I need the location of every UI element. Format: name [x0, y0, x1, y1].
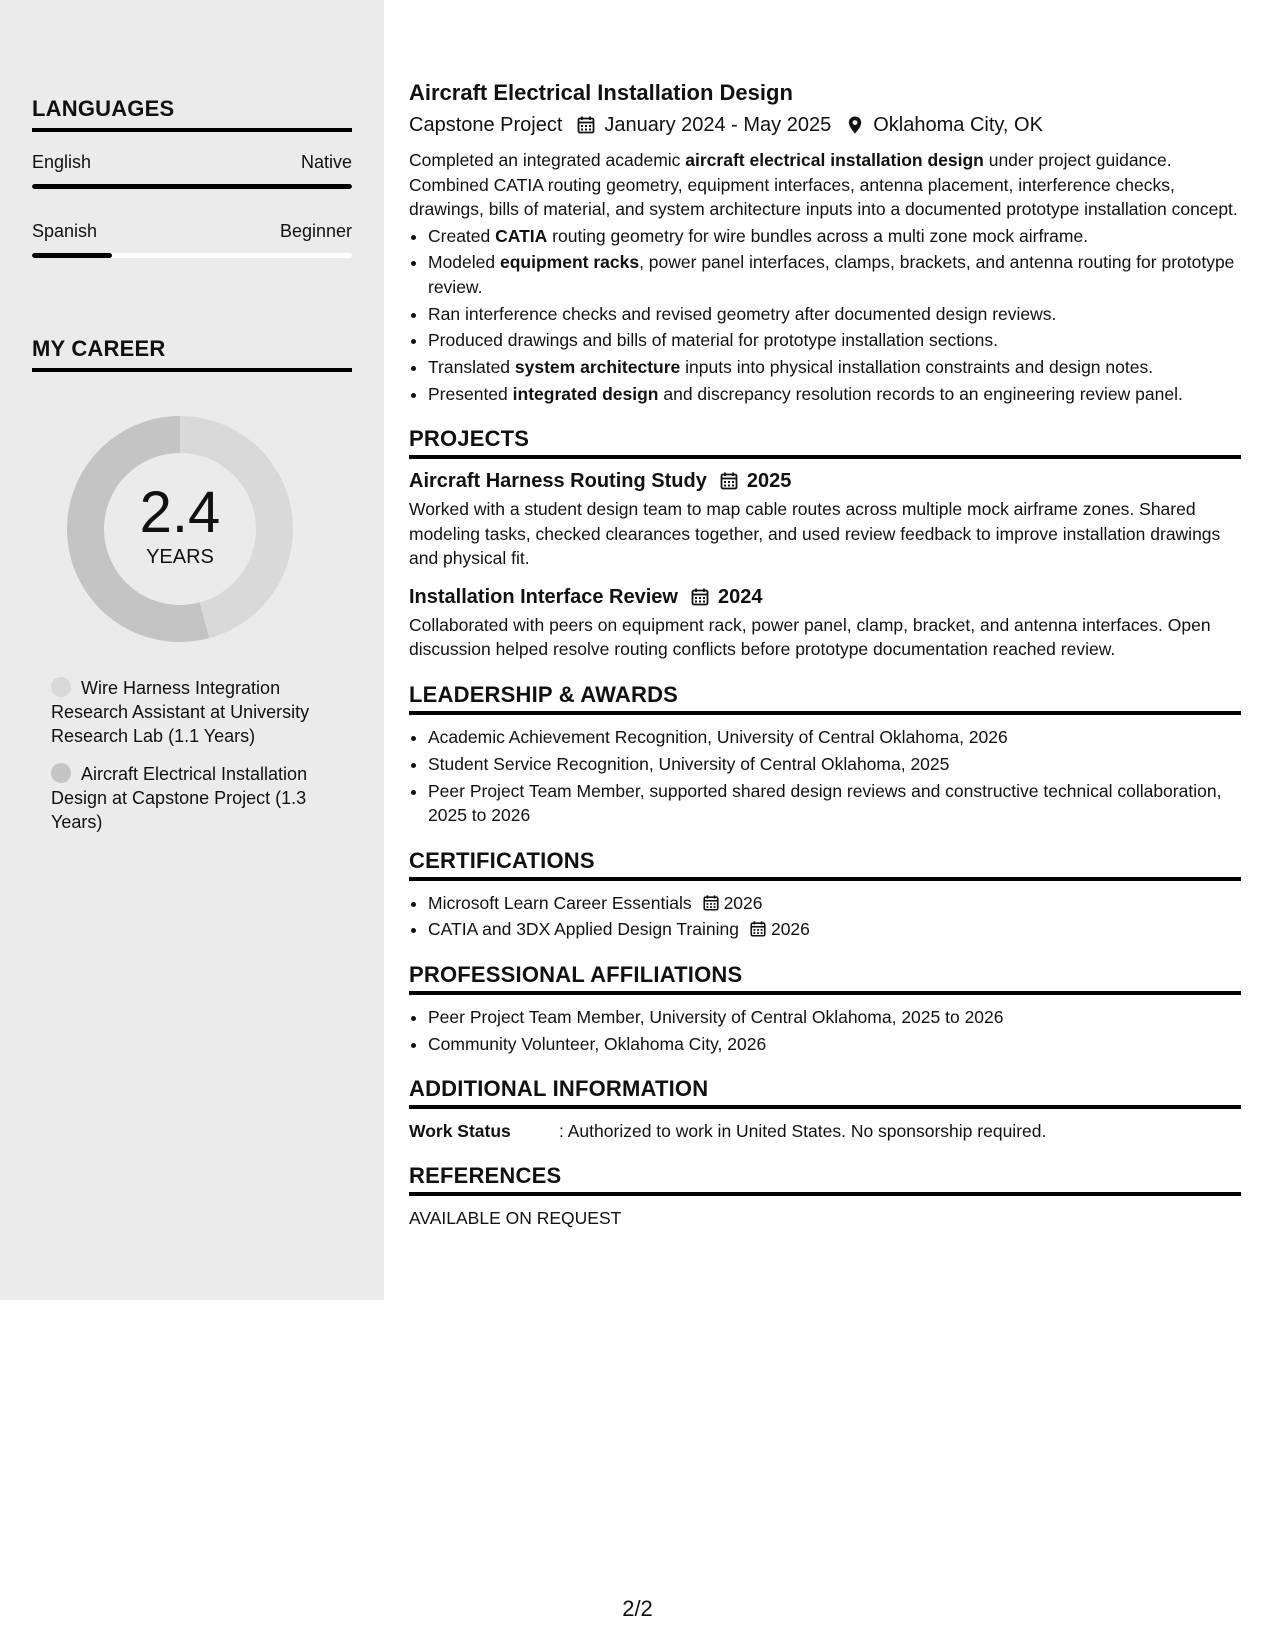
- additional-info-heading: ADDITIONAL INFORMATION: [409, 1076, 1241, 1109]
- bullet-text: and discrepancy resolution records to an engineering review panel.: [658, 383, 1183, 404]
- project-description: Worked with a student design team to map cable routes across multiple mock airframe zones. Shared modeling tasks, checked clearances together, and used review feedback to improve installation drawings and physical fit.: [409, 499, 1221, 569]
- bullet-bold: system architecture: [514, 357, 681, 378]
- job-bullet: [428, 302, 1241, 327]
- certification-name: Microsoft Learn Career Essentials: [428, 892, 692, 913]
- job-bullet: [428, 224, 1241, 249]
- project-description: Collaborated with peers on equipment rack, power panel, clamp, bracket, and antenna interfaces. Open discussion helped resolve routing conflicts before prototype documentation reached review.: [409, 614, 1211, 660]
- career-legend-item: [51, 676, 341, 748]
- certification-item: [428, 891, 1241, 916]
- references-heading: REFERENCES: [409, 1163, 1241, 1196]
- language-row-spanish: [32, 221, 352, 242]
- job-bullet: [428, 328, 1241, 353]
- career-donut-chart: [67, 416, 293, 642]
- job-location: Oklahoma City, OK: [873, 114, 1043, 136]
- job-bullets: [409, 224, 1241, 407]
- project-title-row: [409, 583, 1241, 611]
- project-year: 2025: [746, 470, 792, 493]
- career-total-value: 2.4: [139, 479, 221, 545]
- location-pin-icon: [845, 115, 865, 135]
- sidebar: [0, 0, 384, 1300]
- affiliations-heading: PROFESSIONAL AFFILIATIONS: [409, 962, 1241, 995]
- bullet-text: Translated: [428, 357, 515, 378]
- language-name: Spanish: [32, 221, 98, 241]
- project-title-row: [409, 467, 1241, 495]
- career-heading: MY CAREER: [32, 336, 352, 372]
- job-bullet: [428, 382, 1241, 407]
- languages-heading: LANGUAGES: [32, 96, 352, 132]
- bullet-bold: CATIA: [495, 225, 548, 246]
- language-name: English: [32, 152, 92, 172]
- bullet-text: , power panel interfaces, clamps, brackets, and antenna routing for prototype review.: [428, 252, 1235, 297]
- affiliation-item: • Community Volunteer, Oklahoma City, 2026: [428, 1032, 1241, 1057]
- main-content: [409, 78, 1241, 1229]
- legend-dot-icon: [51, 763, 71, 783]
- calendar-icon: [690, 587, 710, 607]
- bullet-text: Created: [428, 225, 496, 246]
- summary-text: Completed an integrated academic: [409, 150, 686, 170]
- affiliations-list: [409, 1005, 1241, 1056]
- job-bullet: [428, 250, 1241, 299]
- project-title: Aircraft Harness Routing Study: [409, 470, 707, 493]
- job-bullet: [428, 355, 1241, 380]
- language-level: Native: [300, 152, 352, 172]
- bullet-text: Presented: [428, 383, 513, 404]
- affiliation-item: • Peer Project Team Member, University of Central Oklahoma, 2025 to 2026: [428, 1005, 1241, 1030]
- job-summary: [409, 148, 1241, 222]
- language-row-english: [32, 152, 352, 173]
- bullet-text: Ran interference checks and revised geometry after documented design reviews.: [428, 303, 1057, 324]
- leadership-heading: LEADERSHIP & AWARDS: [409, 682, 1241, 715]
- career-donut-center: [67, 416, 293, 642]
- calendar-icon: [702, 894, 720, 912]
- work-status-label: Work Status: [409, 1121, 511, 1142]
- language-bar-spanish: [32, 253, 352, 258]
- language-bar-fill: [32, 184, 352, 189]
- career-legend-text: Aircraft Electrical Installation Design at Capstone Project (1.3 Years): [51, 764, 308, 832]
- references-text: AVAILABLE ON REQUEST: [409, 1208, 622, 1229]
- summary-bold: aircraft electrical installation design: [685, 150, 984, 170]
- calendar-icon: [576, 115, 596, 135]
- language-level: Beginner: [279, 221, 352, 241]
- leadership-item: • Academic Achievement Recognition, University of Central Oklahoma, 2026: [428, 725, 1241, 750]
- bullet-text: routing geometry for wire bundles across a multi zone mock airframe.: [547, 225, 1089, 246]
- certifications-list: [409, 891, 1241, 942]
- language-bar-fill: [32, 253, 112, 258]
- calendar-icon: [719, 471, 739, 491]
- career-legend: [51, 676, 341, 848]
- work-status-row: [409, 1119, 1241, 1143]
- calendar-icon: [749, 920, 767, 938]
- project-title: Installation Interface Review: [409, 585, 678, 608]
- career-legend-text: Wire Harness Integration Research Assistant at University Research Lab (1.1 Years): [51, 678, 310, 746]
- summary-text: under project guidance. Combined CATIA routing geometry, equipment interfaces, antenna placement, interference checks, drawings, bills of material, and system architecture inputs into a documented prototype installation concept.: [409, 150, 1238, 219]
- job-dates: January 2024 - May 2025: [604, 114, 832, 136]
- bullet-bold: equipment racks: [500, 252, 640, 273]
- legend-dot-icon: [51, 677, 71, 697]
- certification-year: 2026: [770, 919, 810, 940]
- certification-year: 2026: [723, 892, 763, 913]
- work-status-value: : Authorized to work in United States. No sponsorship required.: [559, 1121, 1047, 1142]
- project-year: 2024: [717, 585, 763, 608]
- job-meta: [409, 110, 1241, 140]
- certification-name: CATIA and 3DX Applied Design Training: [428, 919, 739, 940]
- projects-heading: PROJECTS: [409, 426, 1241, 459]
- bullet-bold: integrated design: [512, 383, 659, 404]
- leadership-item: • Student Service Recognition, University of Central Oklahoma, 2025: [428, 752, 1241, 777]
- leadership-item: • Peer Project Team Member, supported shared design reviews and constructive technical collaboration, 2025 to 2026: [428, 779, 1241, 828]
- job-title: Aircraft Electrical Installation Design: [409, 80, 793, 105]
- page-number: 2/2: [622, 1596, 653, 1621]
- career-total-unit: YEARS: [146, 545, 214, 568]
- certifications-heading: CERTIFICATIONS: [409, 848, 1241, 881]
- career-legend-item: [51, 762, 341, 834]
- job-organization: Capstone Project: [409, 114, 563, 136]
- certification-item: [428, 917, 1241, 942]
- bullet-text: Modeled: [428, 252, 500, 273]
- leadership-list: [409, 725, 1241, 828]
- bullet-text: inputs into physical installation constraints and design notes.: [680, 357, 1154, 378]
- bullet-text: Produced drawings and bills of material for prototype installation sections.: [428, 330, 999, 351]
- language-bar-english: [32, 184, 352, 189]
